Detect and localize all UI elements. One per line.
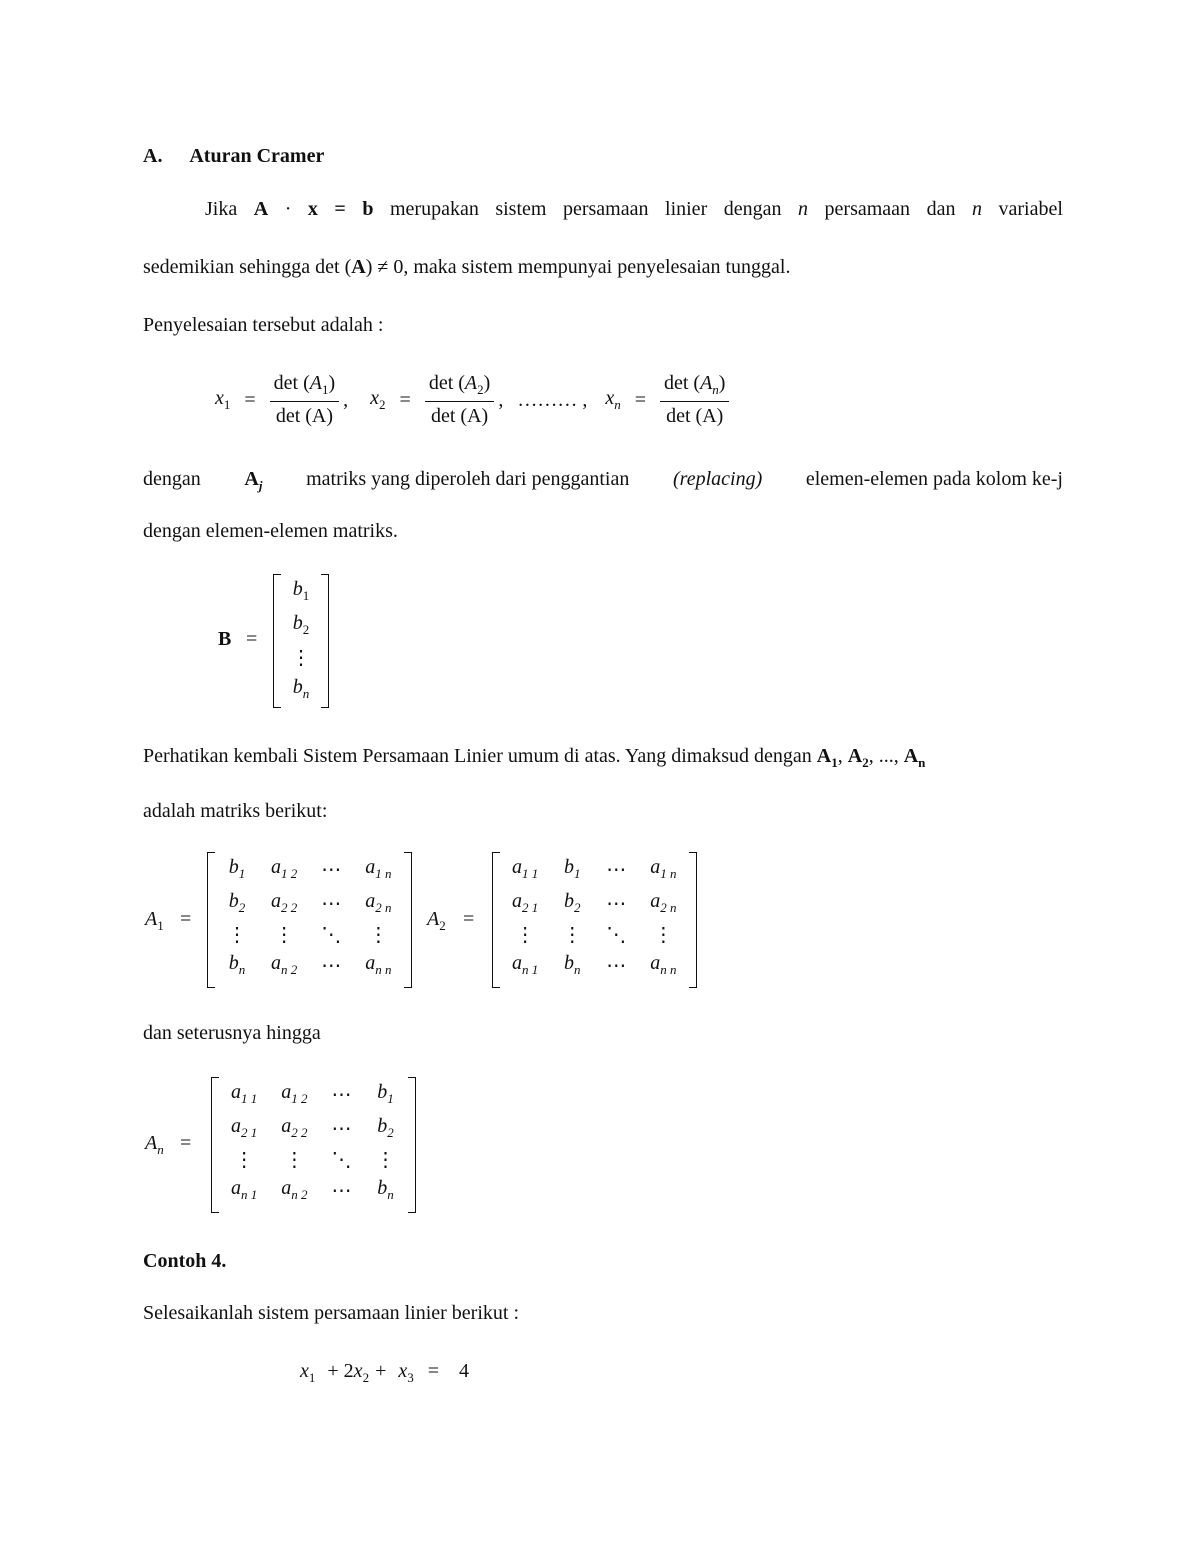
matrix-cell: ⋯ (321, 954, 342, 977)
matrix-cell: $b_1$ (564, 856, 581, 881)
example-heading: Contoh 4. (143, 1250, 227, 1272)
intro-line-2: sedemikian sehingga det (A) ≠ 0, maka sistem mempunyai penyelesaian tunggal. (143, 256, 791, 278)
section-title: Aturan Cramer (189, 145, 325, 167)
dot-operator: · (284, 198, 292, 220)
B-label: B (218, 628, 232, 650)
matrix-cell: ⋯ (331, 1117, 352, 1140)
matrix-cell: ⋮ (368, 923, 389, 946)
matrix-cell: $a_{n 1}$ (231, 1177, 258, 1202)
A2-label: $A_2$ (427, 908, 446, 933)
matrix-cell: $a_{1 n}$ (650, 856, 677, 881)
word: merupakan (389, 198, 479, 220)
matrix-row (215, 852, 404, 886)
matrix-cell: ⋱ (321, 923, 342, 946)
word: variabel (998, 198, 1063, 220)
matrix-cell: $a_{1 1}$ (512, 856, 539, 881)
matrix-cell: ⋯ (331, 1083, 352, 1106)
denominator: det (A) (430, 405, 489, 427)
variable-n: n (971, 198, 982, 220)
equals-sign: = (180, 1132, 192, 1154)
matrix-row (215, 948, 404, 982)
fraction-xn (660, 372, 729, 428)
matrix-cell: $a_{n 1}$ (512, 952, 539, 977)
matrix-row (215, 886, 404, 920)
definition-line-2: dengan elemen-elemen matriks. (143, 520, 398, 542)
matrix-cell: ⋮ (274, 923, 295, 946)
matrix-row (219, 1111, 408, 1145)
equals-sign: = (399, 388, 411, 411)
cramer-formula (215, 372, 729, 428)
matrix-A1 (207, 852, 412, 988)
comma: , (343, 388, 349, 411)
matrix-cell: $a_{2 2}$ (271, 890, 298, 915)
vector-entry: ⋮ (291, 646, 311, 669)
x1-symbol: $x_1$ (215, 387, 231, 412)
word: sistem (495, 198, 547, 220)
matrix-cell: $b_2$ (564, 890, 581, 915)
word: persamaan (824, 198, 911, 220)
matrix-cell: $b_n$ (228, 952, 246, 977)
adalah-line: adalah matriks berikut: (143, 800, 328, 822)
equals-sign: = (334, 198, 346, 220)
equals-sign: = (463, 908, 475, 930)
numerator: $\det (A_n)$ (660, 372, 729, 402)
matrix-table (219, 1077, 408, 1207)
matrix-cell: ⋮ (234, 1148, 255, 1171)
matrix-cell: $a_{1 1}$ (231, 1081, 258, 1106)
matrix-cell: ⋯ (606, 858, 627, 881)
matrix-cell: $a_{2 n}$ (650, 890, 677, 915)
ellipsis: ……… , (517, 388, 588, 411)
matrix-cell: ⋮ (562, 923, 583, 946)
matrix-row (500, 852, 689, 886)
matrix-table (500, 852, 689, 982)
perhatikan-line: Perhatikan kembali Sistem Persamaan Linier umum di atas. Yang dimaksud dengan $A_1$, $A_2$, ..., $A_n$ (143, 745, 926, 770)
equals-sign: = (244, 388, 256, 411)
word: Jika (205, 198, 238, 220)
matrix-A-symbol: A (253, 198, 269, 220)
matrix-cell: $a_{2 1}$ (512, 890, 539, 915)
matrix-row (219, 1077, 408, 1111)
matrix-cell: $a_{n n}$ (365, 952, 392, 977)
equals-sign: = (634, 388, 646, 411)
matrix-cell: $a_{n 2}$ (271, 952, 298, 977)
word: linier (665, 198, 708, 220)
matrix-cell: ⋮ (227, 923, 247, 946)
matrix-cell: $b_2$ (377, 1115, 394, 1140)
matrix-row (219, 1145, 408, 1173)
word: dengan (723, 198, 782, 220)
A1-label: $A_1$ (145, 908, 164, 933)
comma: , (498, 388, 504, 411)
matrix-cell: ⋮ (284, 1148, 305, 1171)
matrix-cell: $b_n$ (377, 1177, 394, 1202)
replacing-term: (replacing) (673, 468, 763, 490)
matrix-cell: ⋮ (375, 1148, 396, 1171)
equals-sign: = (246, 628, 258, 650)
matrix-row (215, 920, 404, 948)
xn-symbol: $x_n$ (605, 387, 621, 412)
vector-entry: $b_n$ (292, 676, 310, 701)
An-label: $A_n$ (145, 1132, 164, 1157)
matrix-cell: ⋮ (653, 923, 674, 946)
equation-1: $x_1 + 2x_2 + x_3 = 4$ (300, 1360, 470, 1385)
matrix-cell: ⋯ (606, 892, 627, 915)
matrix-cell: ⋯ (321, 892, 342, 915)
matrix-cell: ⋯ (321, 858, 342, 881)
matrix-A2 (492, 852, 697, 988)
fraction-x1 (270, 372, 339, 428)
B-vector-matrix (273, 574, 329, 708)
matrix-cell: $a_{2 1}$ (231, 1115, 258, 1140)
x2-symbol: $x_2$ (370, 387, 386, 412)
matrix-cell: $a_{2 n}$ (365, 890, 392, 915)
matrix-row (500, 920, 689, 948)
matrix-row (219, 1173, 408, 1207)
matrix-table (215, 852, 404, 982)
matrix-cell: ⋯ (331, 1179, 352, 1202)
fraction-x2 (425, 372, 494, 428)
section-heading (143, 145, 324, 168)
equals-sign: = (180, 908, 192, 930)
matrix-cell: $a_{2 2}$ (281, 1115, 308, 1140)
seterusnya-line: dan seterusnya hingga (143, 1022, 321, 1044)
word: persamaan (562, 198, 649, 220)
matrix-cell: $a_{n 2}$ (281, 1177, 308, 1202)
definition-line-1: dengan $A_j$ matriks yang diperoleh dari penggantian (replacing) elemen-elemen pada kolom ke-j (143, 468, 1063, 493)
matrix-row (500, 948, 689, 982)
matrix-cell: $a_{1 n}$ (365, 856, 392, 881)
matrix-cell: $b_2$ (228, 890, 246, 915)
section-letter: A. (143, 145, 163, 167)
matrix-cell: $b_n$ (564, 952, 581, 977)
matrix-cell: ⋯ (606, 954, 627, 977)
vector-entry: $b_2$ (292, 612, 310, 637)
solution-intro: Penyelesaian tersebut adalah : (143, 314, 384, 336)
example-instruction: Selesaikanlah sistem persamaan linier berikut : (143, 1302, 519, 1324)
word: dan (926, 198, 956, 220)
matrix-row (500, 886, 689, 920)
denominator: det (A) (666, 405, 724, 427)
intro-line-1 (205, 198, 1063, 221)
matrix-cell: ⋱ (606, 923, 627, 946)
matrix-cell: $a_{1 2}$ (271, 856, 298, 881)
vector-x-symbol: x (307, 198, 318, 220)
matrix-cell: $b_1$ (228, 856, 246, 881)
vector-b-symbol: b (362, 198, 374, 220)
matrix-cell: $a_{n n}$ (650, 952, 677, 977)
numerator: $\det (A_2)$ (425, 372, 494, 402)
matrix-cell: $b_1$ (377, 1081, 394, 1106)
vector-entry: $b_1$ (292, 578, 310, 603)
denominator: det (A) (275, 405, 334, 427)
numerator: $\det (A_1)$ (270, 372, 339, 402)
matrix-An (211, 1077, 416, 1213)
matrix-A-symbol: A (351, 256, 366, 278)
B-vector-table (281, 574, 321, 706)
matrix-cell: ⋮ (515, 923, 536, 946)
variable-n: n (798, 198, 809, 220)
matrix-cell: $a_{1 2}$ (281, 1081, 308, 1106)
matrix-cell: ⋱ (331, 1148, 352, 1171)
matrix-Aj-symbol: $A_j$ (244, 468, 263, 493)
